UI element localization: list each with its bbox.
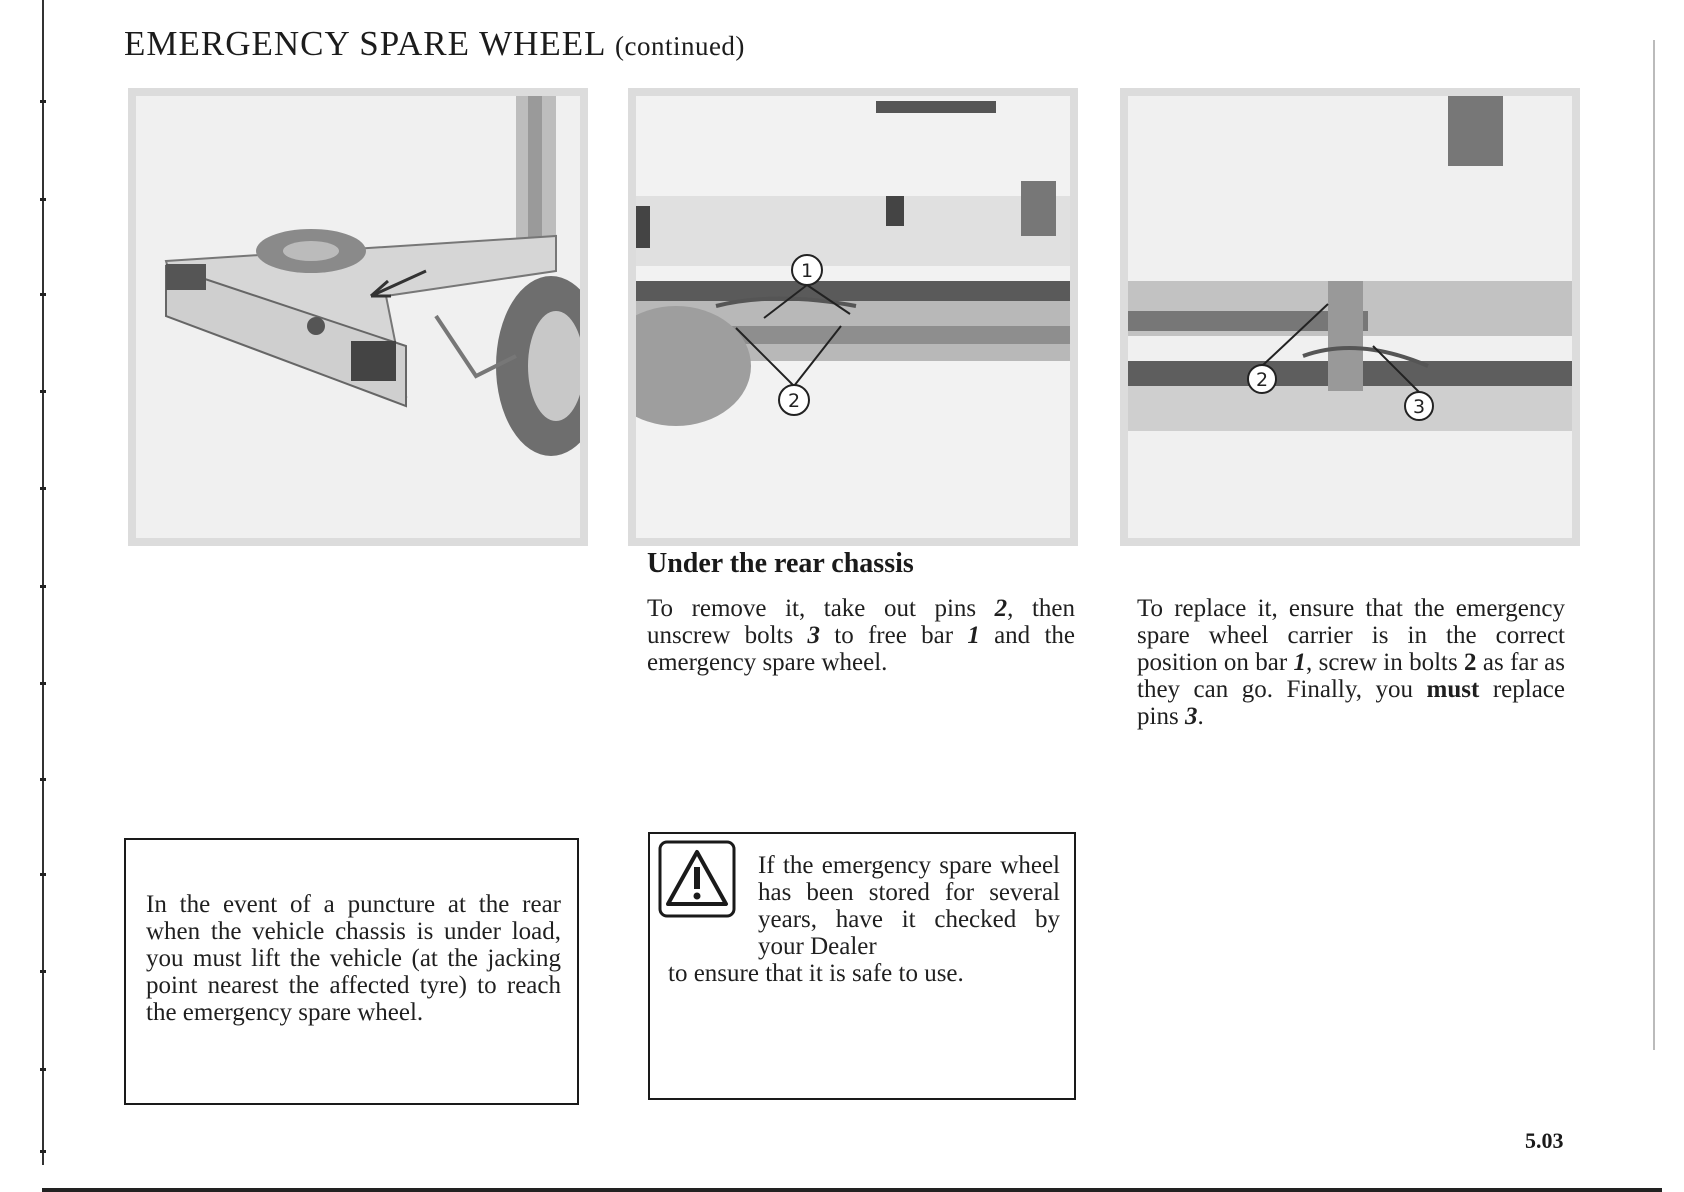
binding-mark (40, 682, 46, 685)
callout-label: 1 (800, 260, 814, 282)
binding-mark (40, 487, 46, 490)
warning-text-continued: to ensure that it is safe to use. (668, 960, 964, 987)
callout-label: 3 (1412, 396, 1426, 418)
callout-label: 2 (787, 390, 801, 412)
binding-mark (40, 873, 46, 876)
page-right-edge (1653, 40, 1655, 1050)
chassis-removal-illustration (636, 96, 1070, 538)
binding-mark (40, 390, 46, 393)
puncture-note-box (124, 838, 579, 1105)
title-main: EMERGENCY SPARE WHEEL (124, 24, 606, 63)
binding-mark (40, 293, 46, 296)
binding-mark (40, 970, 46, 973)
chassis-refit-illustration (1128, 96, 1572, 538)
title-continued: (continued) (614, 31, 745, 61)
photo-rear-chassis-removal (628, 88, 1078, 546)
bar-reference: 1 (1293, 649, 1307, 676)
warning-box (648, 832, 1076, 1100)
pin-reference: 2 (994, 595, 1008, 622)
warning-triangle-icon (658, 840, 736, 918)
removal-instructions (647, 595, 1075, 676)
warning-text: If the emergency spare wheel has been stored for several years, have it checked by your Dealer (758, 852, 1060, 960)
pin-reference: 3 (1184, 703, 1198, 730)
chassis-illustration (136, 96, 580, 538)
text-run: To replace it, ensure that the emergency spare wheel carrier is in the correct position on bar (1137, 595, 1565, 676)
page-bottom-edge (42, 1188, 1662, 1192)
text-run: to free bar (819, 622, 968, 649)
binding-mark (40, 585, 46, 588)
binding-mark (40, 100, 46, 103)
binding-mark (40, 198, 46, 201)
binding-mark (40, 778, 46, 781)
text-run: replace pins (1137, 676, 1565, 730)
bolt-reference: 3 (807, 622, 820, 649)
callout-label: 2 (1255, 369, 1269, 391)
photo-rear-chassis-overview (128, 88, 588, 546)
page-title (124, 24, 745, 64)
section-heading: Under the rear chassis (647, 548, 914, 579)
text-run: . (1197, 703, 1204, 730)
bolt-reference: 2 (1464, 649, 1477, 676)
bar-reference: 1 (967, 622, 980, 649)
replacement-instructions (1137, 595, 1565, 730)
text-run: To remove it, take out pins (647, 595, 995, 622)
binding-mark (40, 1150, 46, 1153)
text-run: , then unscrew bolts (647, 595, 1076, 649)
page-number: 5.03 (1525, 1128, 1564, 1153)
text-run: and the emergency spare wheel. (647, 622, 1076, 676)
photo-rear-chassis-refit (1120, 88, 1580, 546)
binding-mark (40, 1068, 46, 1071)
text-run: as far as they can go. Finally, you (1137, 649, 1565, 703)
emphasis-must: must (1426, 676, 1480, 703)
page-binding-line (42, 0, 44, 1165)
text-run: , screw in bolts (1306, 649, 1465, 676)
puncture-note-text: In the event of a puncture at the rear when the vehicle chassis is under load, you must lift the vehicle (at the jacking point nearest the affected tyre) to reach the emergency spare wheel. (146, 891, 561, 1026)
